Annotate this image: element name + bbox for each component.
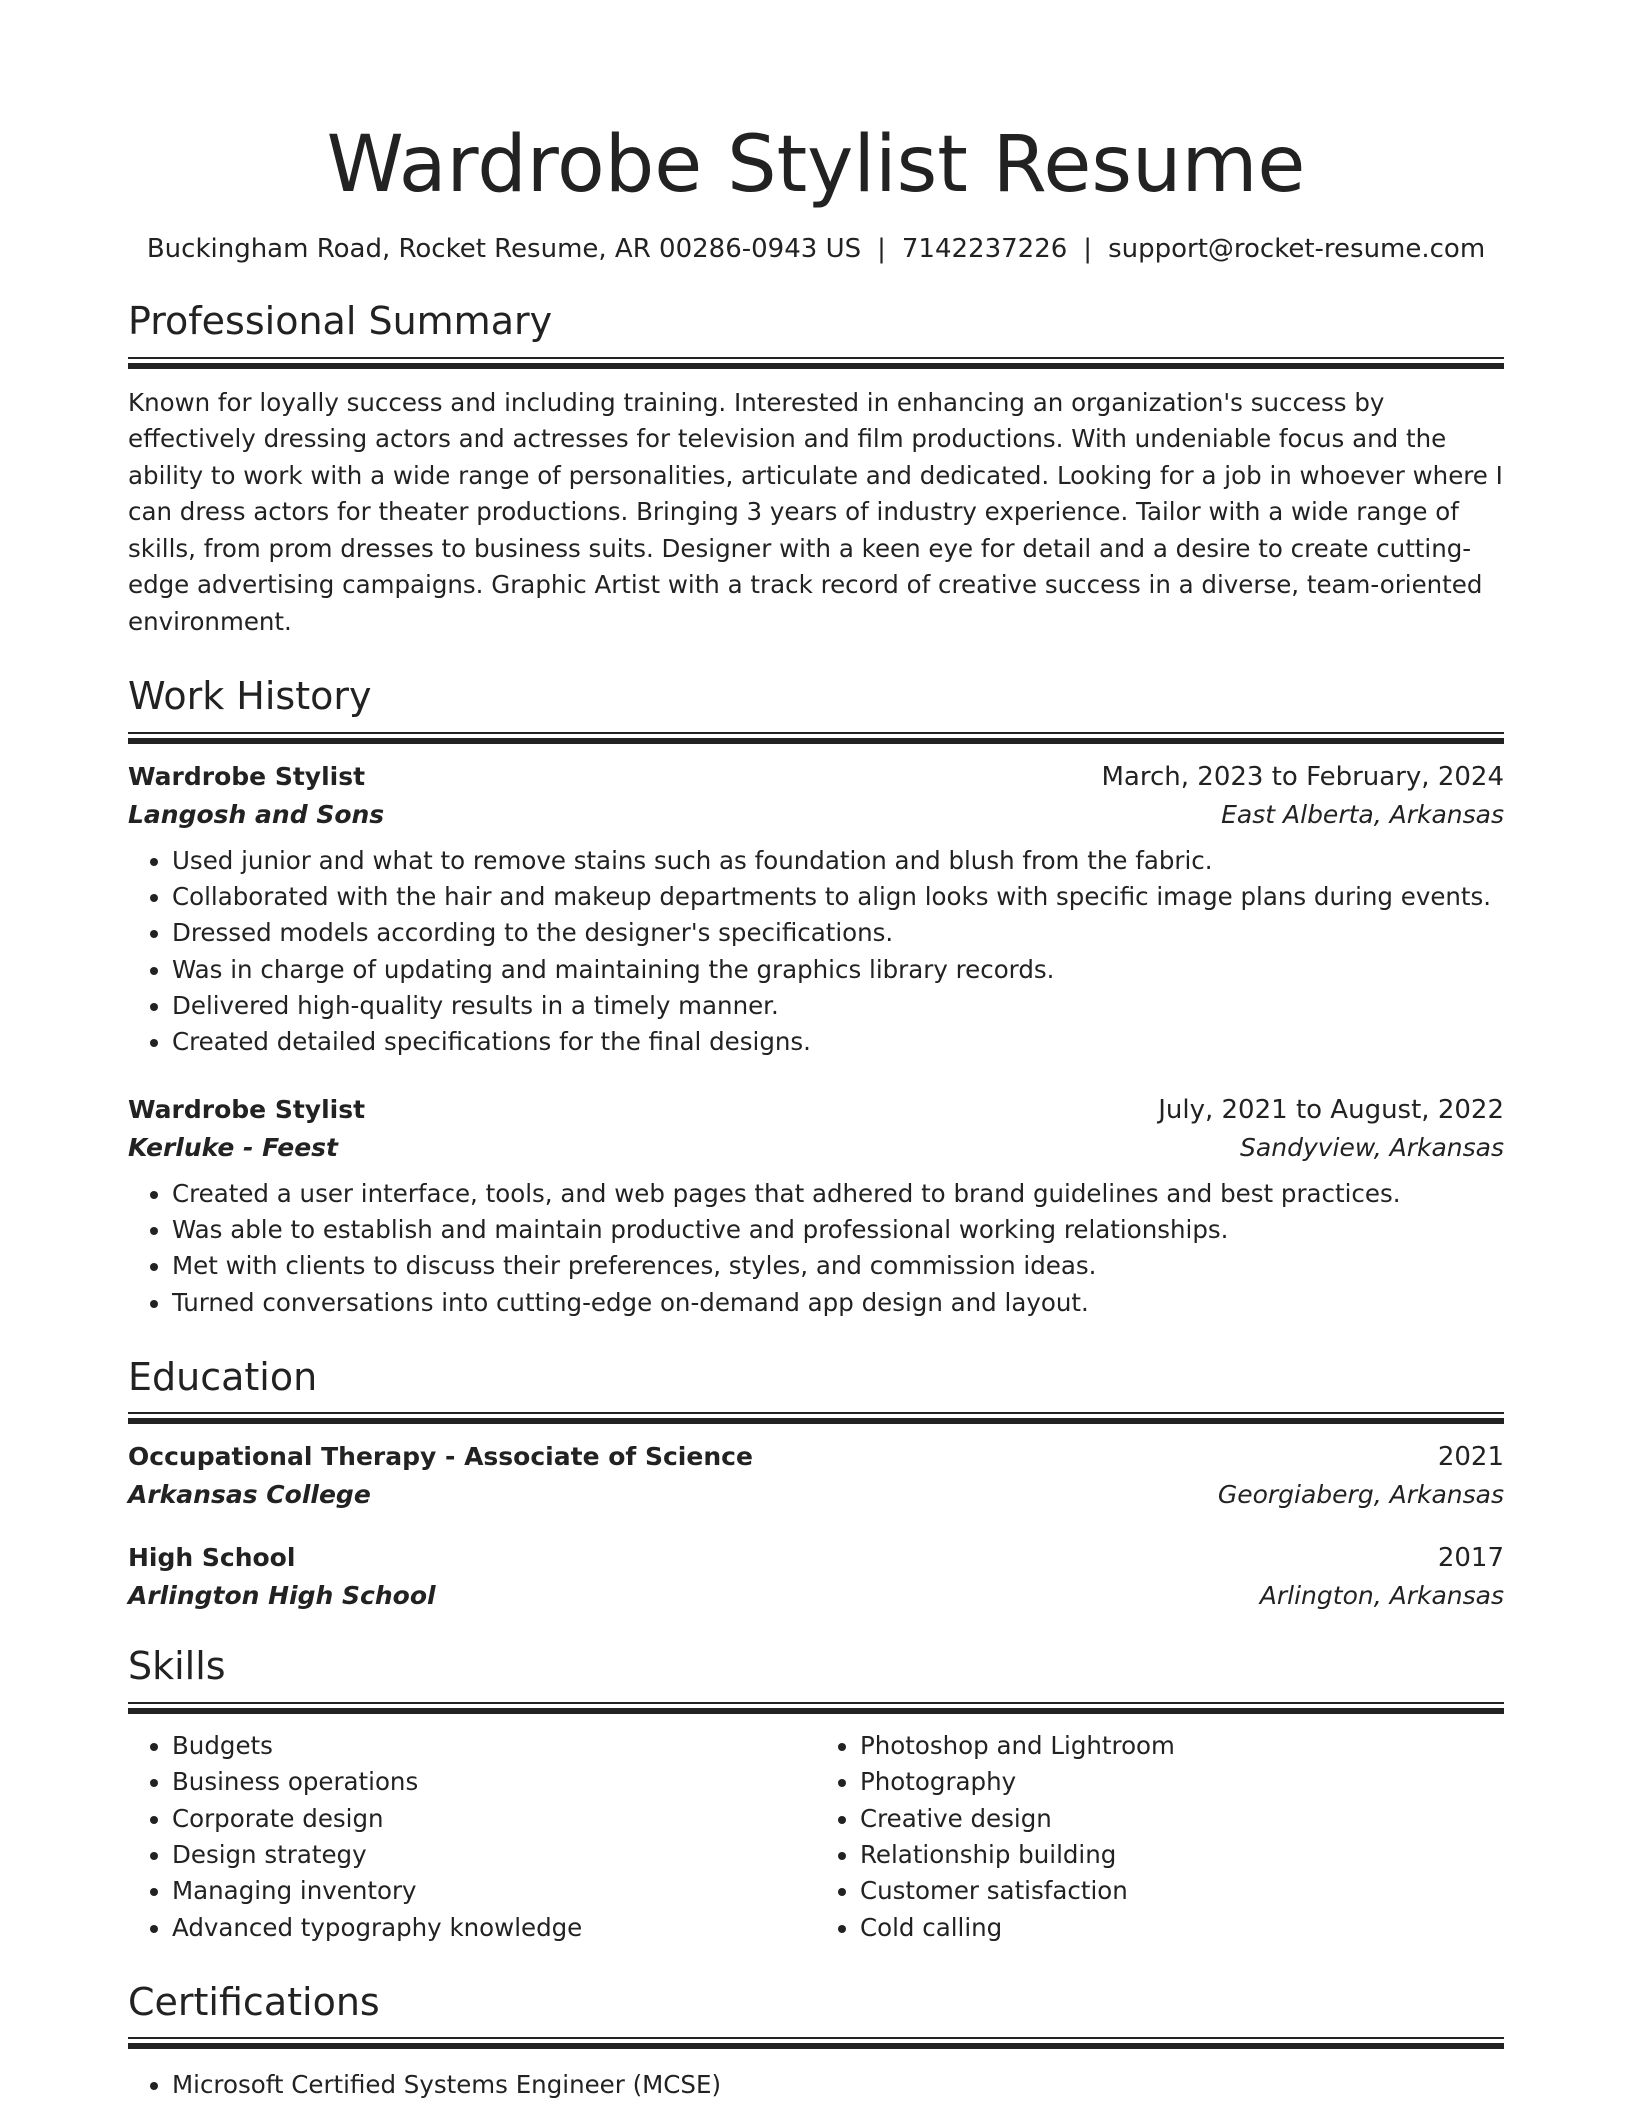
- education-school: Arkansas College: [128, 1480, 371, 1510]
- section-heading: Certifications: [128, 1979, 380, 2024]
- job-bullet: • Collaborated with the hair and makeup departments to align looks with specific image plans during events.: [172, 879, 1504, 915]
- section-heading: Skills: [128, 1644, 226, 1689]
- skills-columns: [128, 1728, 1504, 1946]
- job-dates: March, 2023 to February, 2024: [1101, 761, 1504, 792]
- education-school: Arlington High School: [128, 1581, 436, 1611]
- education-degree: High School: [128, 1543, 296, 1573]
- skill-item: • Relationship building: [860, 1837, 1504, 1873]
- education-entry: [128, 1442, 1504, 1509]
- job-location: Sandyview, Arkansas: [1240, 1132, 1504, 1162]
- job-bullet: • Used junior and what to remove stains such as foundation and blush from the fabric.: [172, 843, 1504, 879]
- education-location: Arlington, Arkansas: [1259, 1581, 1504, 1611]
- section-divider: [128, 1702, 1504, 1714]
- job-bullet: • Was in charge of updating and maintaining the graphics library records.: [172, 952, 1504, 988]
- section-divider: [128, 732, 1504, 744]
- section-divider: [128, 2037, 1504, 2049]
- skill-item: • Advanced typography knowledge: [172, 1910, 816, 1946]
- job-bullets: [128, 1176, 1504, 1321]
- education-section: [128, 1355, 1504, 1611]
- job-bullet: • Created detailed specifications for the final designs.: [172, 1024, 1504, 1060]
- skill-item: • Photography: [860, 1764, 1504, 1800]
- skill-item: • Corporate design: [172, 1801, 816, 1837]
- resume-title: Wardrobe Stylist Resume: [326, 120, 1306, 210]
- job-bullets: [128, 843, 1504, 1061]
- contact-address: Buckingham Road, Rocket Resume, AR 00286-0943 US: [146, 234, 862, 264]
- job-entry: [128, 1095, 1504, 1321]
- job-company: Kerluke - Feest: [128, 1132, 339, 1162]
- section-heading: Education: [128, 1354, 318, 1399]
- job-company: Langosh and Sons: [128, 799, 385, 829]
- contact-line: [128, 234, 1504, 265]
- education-year: 2017: [1437, 1543, 1504, 1574]
- skill-item: • Photoshop and Lightroom: [860, 1728, 1504, 1764]
- education-degree: Occupational Therapy - Associate of Science: [128, 1442, 753, 1472]
- job-entry: [128, 762, 1504, 1061]
- contact-separator: |: [1083, 234, 1093, 264]
- skill-item: • Customer satisfaction: [860, 1873, 1504, 1909]
- certifications-list: [128, 2067, 1504, 2103]
- skill-item: • Design strategy: [172, 1837, 816, 1873]
- skills-section: [128, 1644, 1504, 1945]
- contact-separator: |: [877, 234, 886, 264]
- job-bullet: • Turned conversations into cutting-edge on-demand app design and layout.: [172, 1285, 1504, 1321]
- job-bullet: • Met with clients to discuss their preferences, styles, and commission ideas.: [172, 1248, 1504, 1284]
- job-bullet: • Dressed models according to the designer's specifications.: [172, 915, 1504, 951]
- skill-item: • Managing inventory: [172, 1873, 816, 1909]
- job-bullet: • Was able to establish and maintain productive and professional working relationships.: [172, 1212, 1504, 1248]
- summary-section: [128, 299, 1504, 640]
- job-bullet: • Delivered high-quality results in a timely manner.: [172, 988, 1504, 1024]
- work-history-section: [128, 674, 1504, 1321]
- skill-item: • Cold calling: [860, 1910, 1504, 1946]
- job-title: Wardrobe Stylist: [128, 761, 366, 791]
- skill-item: • Business operations: [172, 1764, 816, 1800]
- certification-item: • Microsoft Certified Systems Engineer (MCSE): [172, 2067, 1504, 2103]
- section-divider: [128, 357, 1504, 369]
- skill-item: • Budgets: [172, 1728, 816, 1764]
- section-heading: Professional Summary: [128, 299, 553, 344]
- job-bullet: • Created a user interface, tools, and web pages that adhered to brand guidelines and best practices.: [172, 1176, 1504, 1212]
- skill-item: • Creative design: [860, 1801, 1504, 1837]
- skills-list-right: [816, 1728, 1504, 1946]
- education-location: Georgiaberg, Arkansas: [1217, 1480, 1504, 1510]
- education-year: 2021: [1437, 1442, 1504, 1473]
- section-divider: [128, 1412, 1504, 1424]
- job-title: Wardrobe Stylist: [128, 1094, 366, 1124]
- summary-text: Known for loyally success and including training. Interested in enhancing an organization's success by effectively dressing actors and actresses for television and film productions. With undeniable focus and the ability to work with a wide range of personalities, articulate and dedicated. Looking for a job in whoever where I can dress actors for theater productions. Bringing 3 years of industry experience. Tailor with a wide range of skills, from prom dresses to business suits. Designer with a keen eye for detail and a desire to create cutting-edge advertising campaigns. Graphic Artist with a track record of creative success in a diverse, team-oriented environment.: [128, 387, 1503, 636]
- certifications-section: [128, 1980, 1504, 2104]
- job-dates: July, 2021 to August, 2022: [1158, 1094, 1504, 1125]
- job-location: East Alberta, Arkansas: [1221, 799, 1504, 829]
- contact-email: support@rocket-resume.com: [1108, 234, 1486, 264]
- contact-phone: 7142237226: [901, 234, 1068, 264]
- education-entry: [128, 1543, 1504, 1610]
- skills-list-left: [128, 1728, 816, 1946]
- section-heading: Work History: [128, 674, 372, 719]
